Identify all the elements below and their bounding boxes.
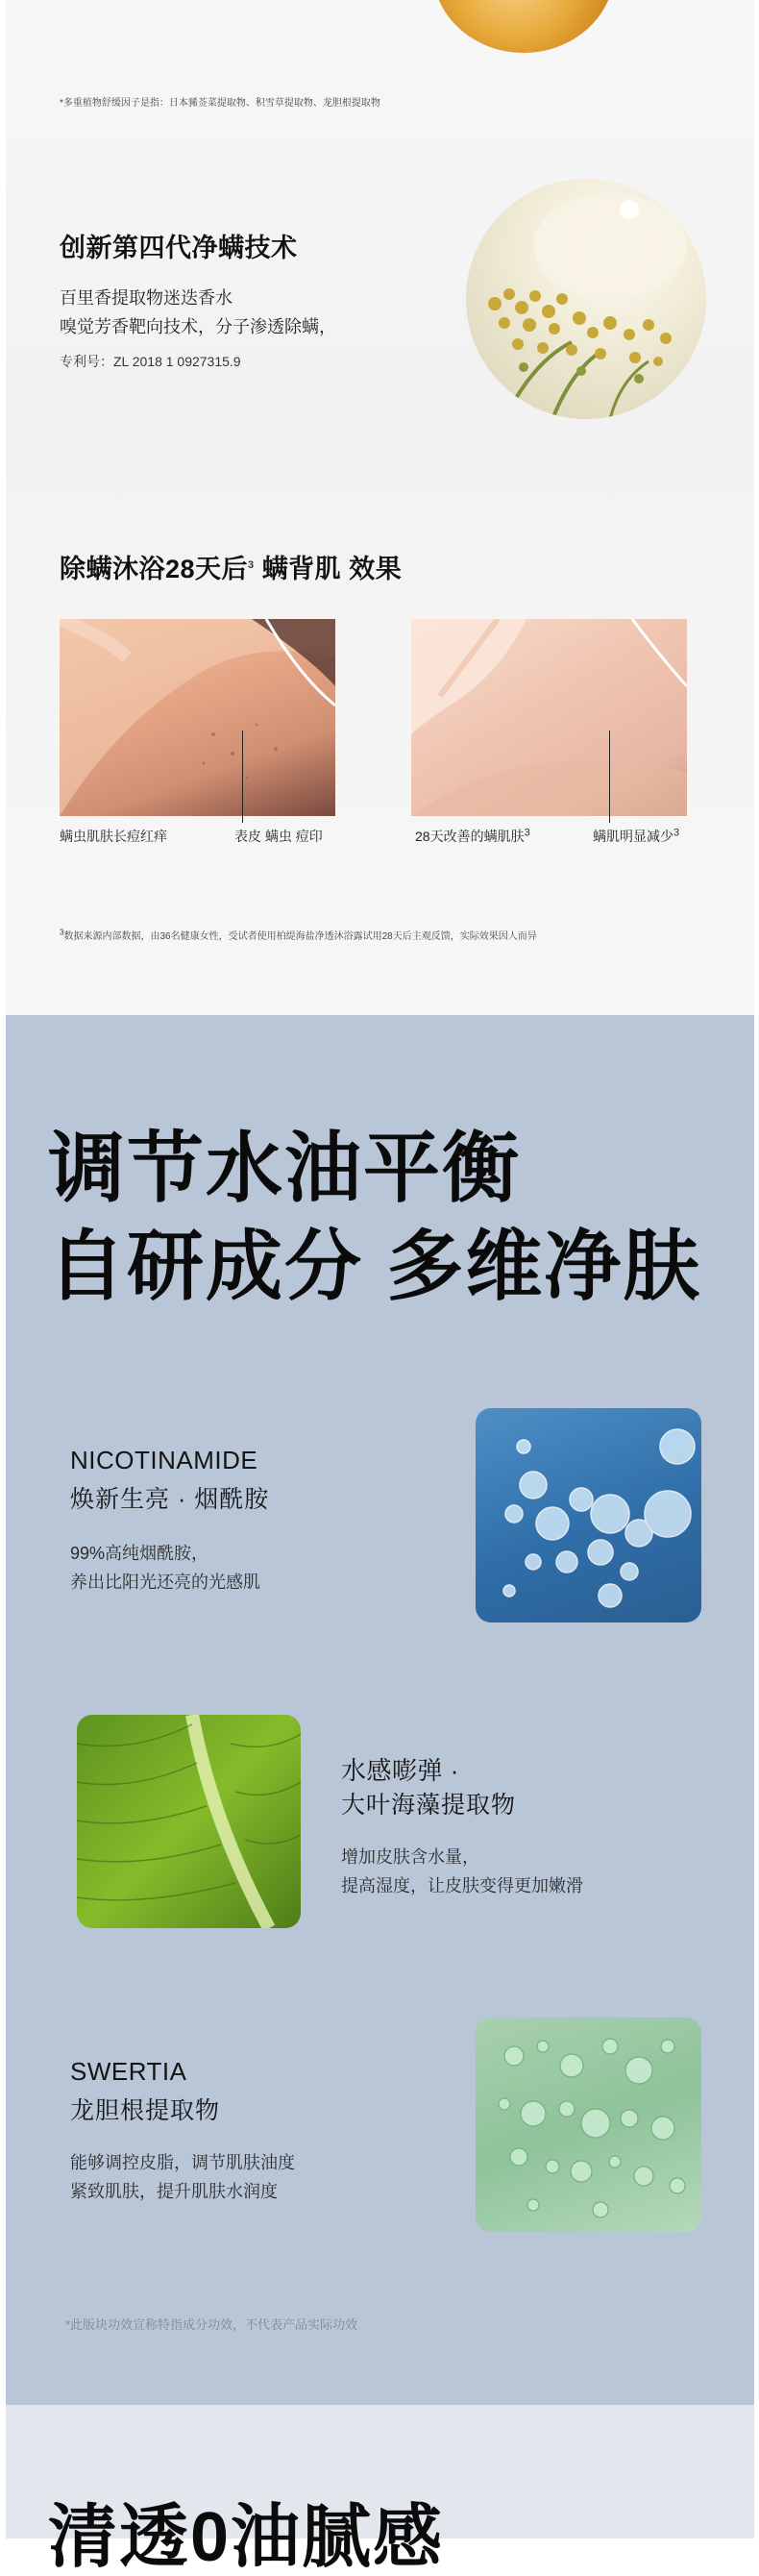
- before-caption-right: 表皮 螨虫 痘印: [234, 829, 323, 844]
- hero-line-2: 自研成分 多维净肤: [48, 1224, 702, 1309]
- before-back-photo: [60, 619, 335, 816]
- ingredient-3-en: SWERTIA: [70, 2057, 187, 2086]
- green-bubbles-illustration: [476, 2018, 701, 2232]
- after-leader-line: [609, 731, 610, 823]
- after-caption-left-sup: 3: [524, 827, 530, 839]
- effect-title-main: 除螨沐浴28天后: [60, 555, 249, 583]
- footnote-top: *多重植物舒缓因子是指：日本豨莶菜提取物、积雪草提取物、龙胆根提取物: [60, 98, 380, 109]
- technology-line-2: 嗅觉芳香靶向技术，分子渗透除螨，: [60, 317, 336, 336]
- before-leader-line: [242, 731, 243, 823]
- water-bubbles-illustration: [476, 1408, 701, 1622]
- hero-line-1: 调节水油平衡: [48, 1126, 521, 1211]
- after-caption-left: [415, 827, 530, 846]
- ingredient-3-desc-2: 紧致肌肤，提升肌肤水润度: [70, 2182, 278, 2201]
- effect-title: [60, 548, 402, 585]
- ingredient-2-en: 水感嘭弹 ·: [341, 1756, 459, 1785]
- footnote-bottom-sup: 3: [60, 928, 64, 937]
- ingredient-3-desc-1: 能够调控皮脂，调节肌肤油度: [70, 2153, 295, 2172]
- after-caption-right-sup: 3: [673, 827, 680, 839]
- ingredient-2-desc-1: 增加皮肤含水量，: [341, 1847, 479, 1867]
- leaf-illustration: [77, 1715, 301, 1928]
- patent-number: 专利号：ZL 2018 1 0927315.9: [60, 354, 241, 369]
- water-bubbles-icon: [476, 1408, 701, 1622]
- ingredient-2-cn: 大叶海藻提取物: [341, 1792, 517, 1819]
- after-back-photo: [411, 619, 687, 816]
- after-skin-illustration: [411, 619, 687, 816]
- next-section-title: 清透0油腻感: [48, 2499, 445, 2576]
- ingredient-3-cn: 龙胆根提取物: [70, 2097, 221, 2124]
- thyme-flower-image: [466, 179, 706, 419]
- ingredient-1-desc-1: 99%高纯烟酰胺，: [70, 1544, 209, 1563]
- after-caption-right: [593, 827, 679, 846]
- technology-title: 创新第四代净螨技术: [60, 234, 298, 262]
- effect-title-tail: 螨背肌 效果: [261, 555, 403, 583]
- ingredients-disclaimer: *此版块功效宣称特指成分功效，不代表产品实际功效: [65, 2317, 358, 2332]
- green-bubbles-icon: [476, 2018, 701, 2232]
- green-leaf-icon: [77, 1715, 301, 1928]
- ingredient-1-desc-2: 养出比阳光还亮的光感肌: [70, 1573, 260, 1592]
- after-caption-right-text: 螨肌明显减少: [593, 829, 673, 844]
- top-section: [6, 0, 754, 1015]
- before-caption-left: 螨虫肌肤长痘红痒: [60, 829, 167, 844]
- before-skin-illustration: [60, 619, 335, 816]
- after-caption-left-text: 28天改善的螨肌肤: [415, 829, 525, 844]
- ingredient-1-en: NICOTINAMIDE: [70, 1446, 258, 1474]
- footnote-bottom: [60, 928, 537, 942]
- technology-line-1: 百里香提取物迷迭香水: [60, 288, 233, 308]
- ingredient-2-desc-2: 提高湿度，让皮肤变得更加嫩滑: [341, 1876, 583, 1895]
- ingredient-1-cn: 焕新生亮 · 烟酰胺: [70, 1486, 270, 1513]
- effect-title-sup: 3: [248, 559, 255, 571]
- footnote-bottom-text: 数据来源内部数据，由36名健康女性，受试者使用柏缇海盐净透沐浴露试用28天后主观反馈，实际效果因人而异: [63, 931, 537, 942]
- flower-illustration: [466, 179, 706, 419]
